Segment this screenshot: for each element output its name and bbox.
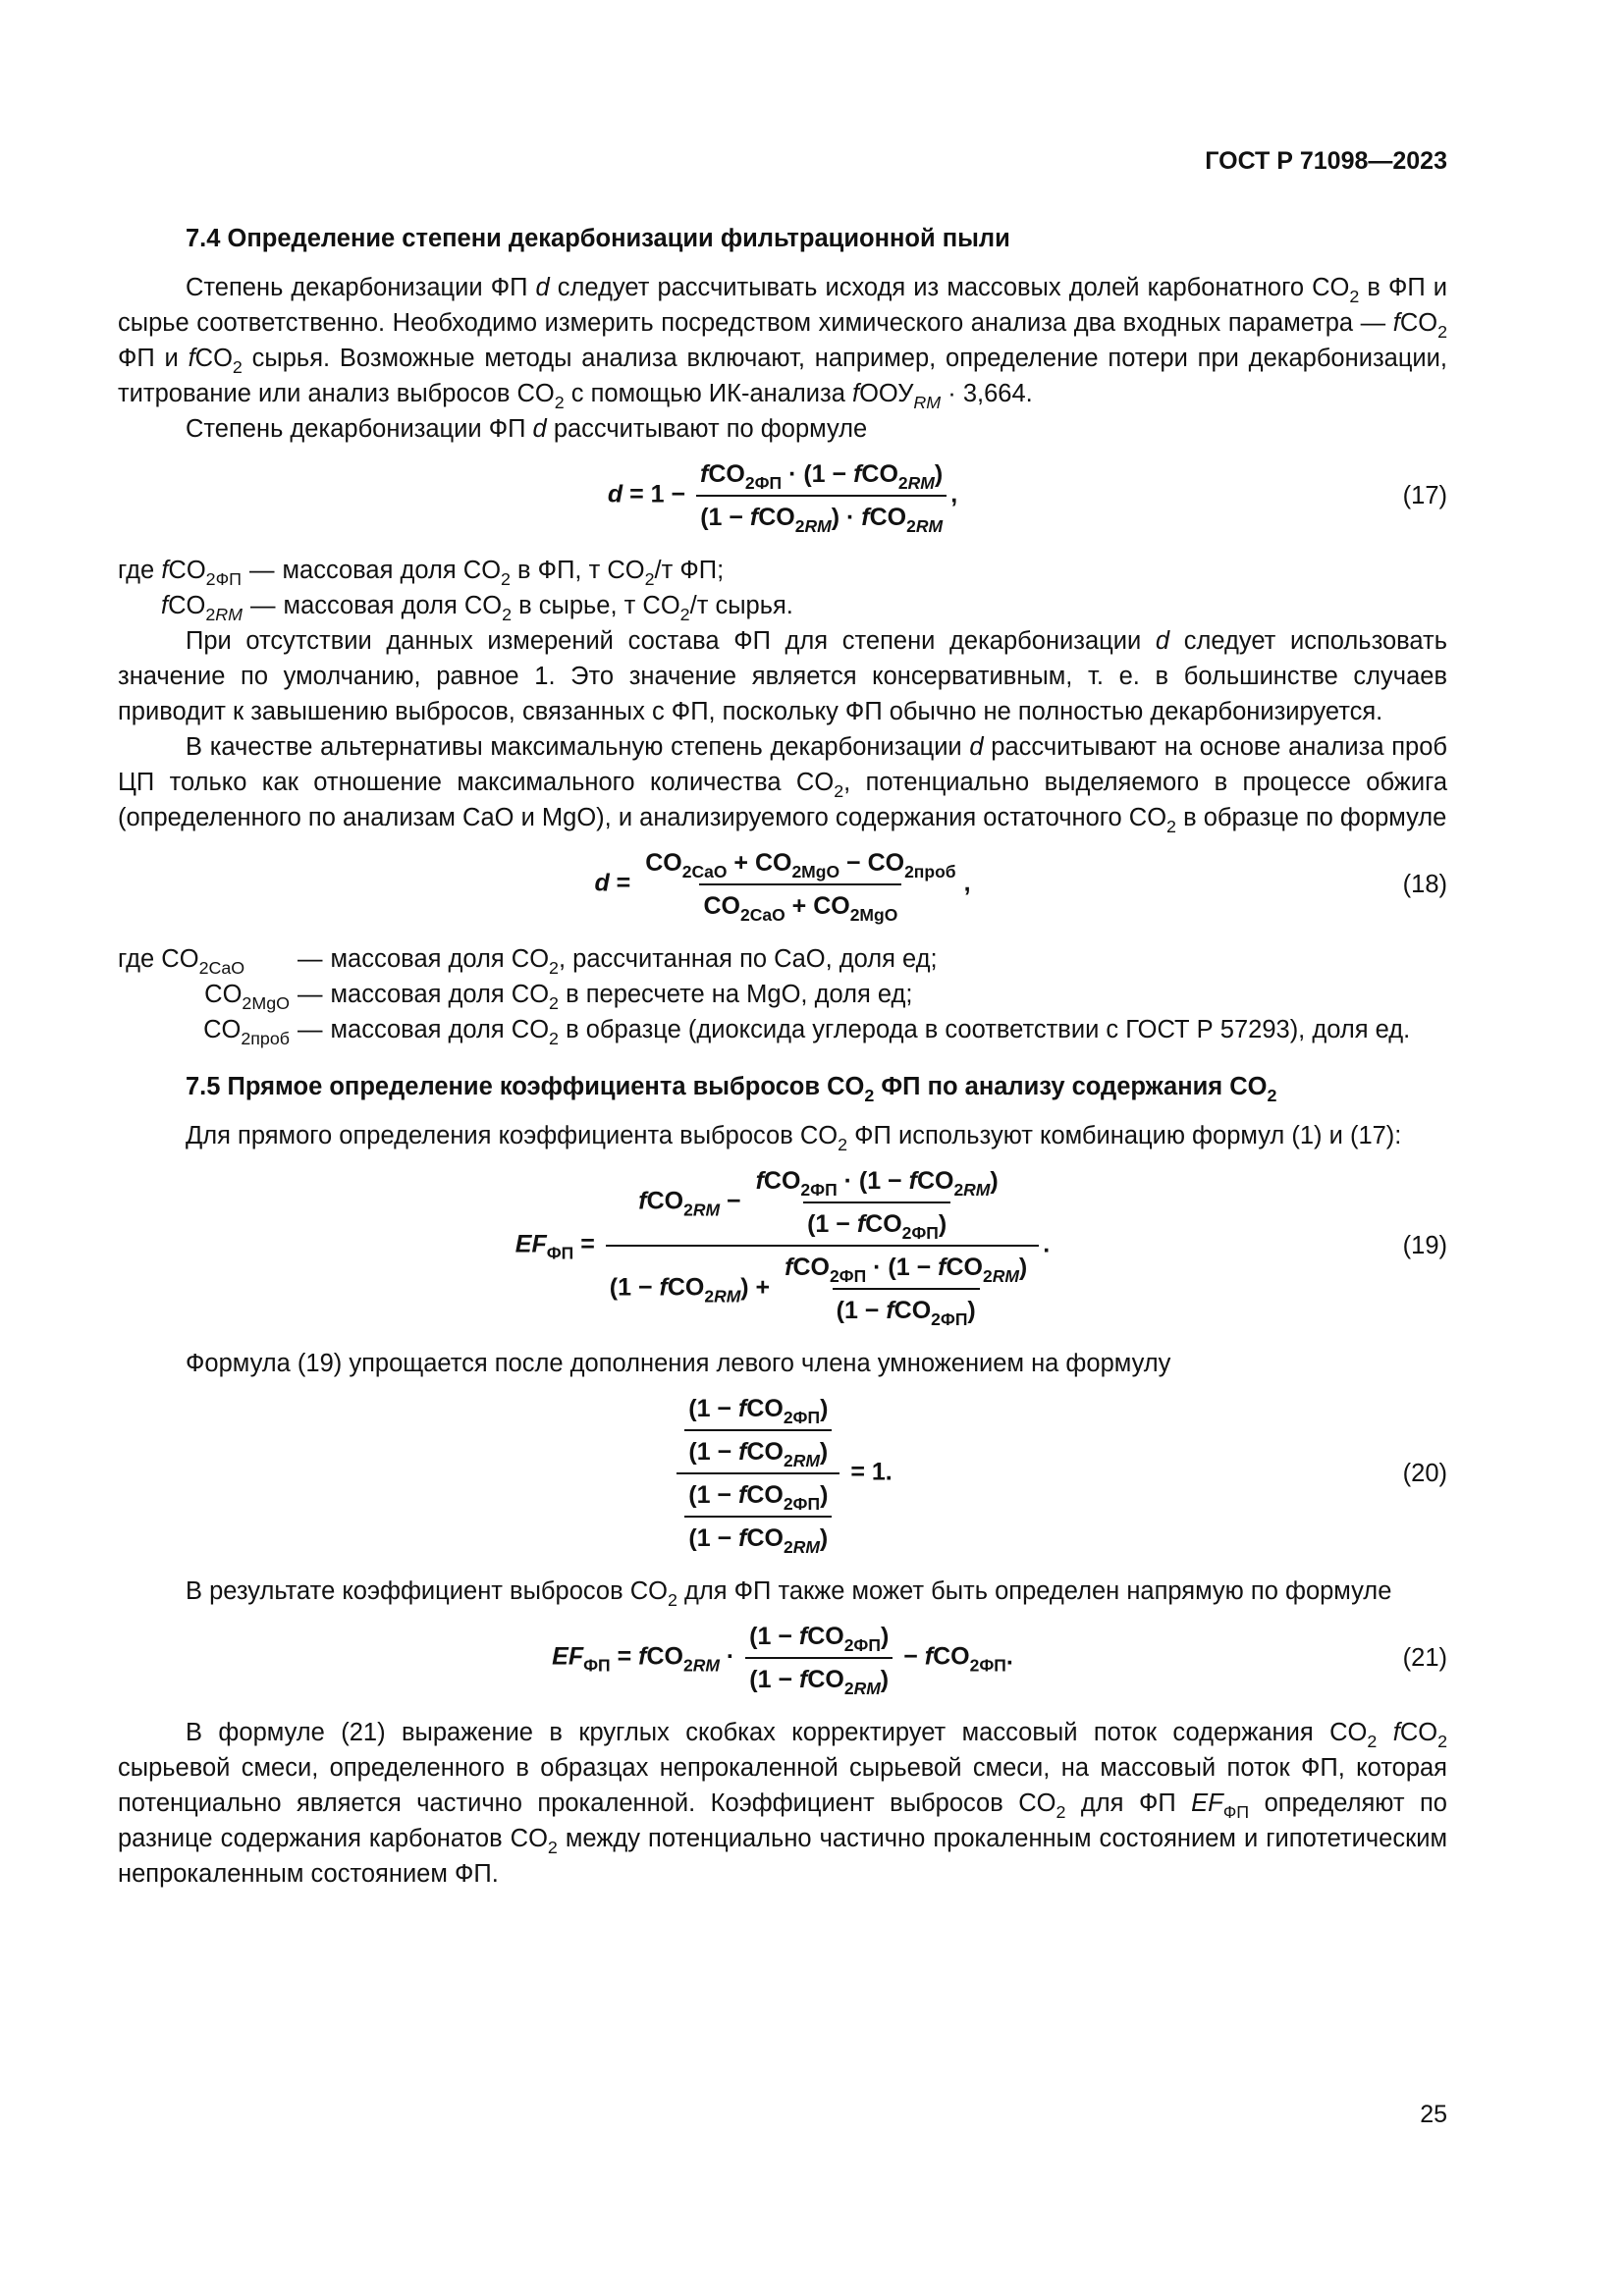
paragraph: Для прямого определения коэффициента выбросов $CO_2$ ФП используют комбинацию формул (1) и (17): xyxy=(186,1122,1402,1155)
where-item: fCO$_{2RM}$ — массовая доля $CO_2$ в сырье, т $CO_2/т$ сырья. xyxy=(161,592,793,625)
formula-17: d = 1 − $\frac{fCO_{2ФП} \cdot (1 - fCO_{2RM})}{(1 - fCO_{2RM}) \cdot fCO_{2RM}}$ , xyxy=(607,460,958,536)
paragraph: В качестве альтернативы максимальную степень декарбонизации d рассчитывают на основе анализа проб ЦП только как отношение максимального количества $CO_2$, потенциально выделяемого в процессе обжига (определенного по анализам CaO и MgO), и анализируемого содержания остаточного $CO_2$ в образце по формуле xyxy=(118,733,1447,837)
document-body xyxy=(118,221,1447,1892)
where-item: где fCO$_{2ФП}$ — массовая доля $CO_2$ в ФП, т $CO_2/т$ ФП; xyxy=(118,557,725,590)
equation-18 xyxy=(118,845,1447,924)
section-heading-7-5: 7.5 Прямое определение коэффициента выбросов $CO_2$ ФП по анализу содержания $CO_2$ xyxy=(186,1073,1277,1106)
page-number: 25 xyxy=(1420,2101,1447,2128)
where-item: где $CO_{2CaO}$ — массовая доля $CO_2$, рассчитанная по CaO, доля ед; xyxy=(118,945,938,979)
paragraph: При отсутствии данных измерений состава ФП для степени декарбонизации d следует использовать значение по умолчанию, равное 1. Это значение является консервативным, т. е. в большинстве случаев приводит к завышению выбросов, связанных с ФП, поскольку ФП обычно не полностью декарбонизируется. xyxy=(118,627,1448,725)
equation-number: (19) xyxy=(1402,1232,1447,1259)
equation-number: (20) xyxy=(1402,1460,1447,1487)
formula-19: $EF_{ФП}$ = fCO$_{2RM}$ − $\frac{fCO_{2ФП} \cdot (1 - fCO_{2RM})}{(1 - fCO_{2ФП})}$ (1 − fCO$_{2RM}$) + $\frac{fCO_{2ФП} \cdot (1 - fCO_{2RM})}{(1 - fCO_{2ФП})}$ . xyxy=(514,1167,1051,1329)
equation-20 xyxy=(118,1391,1447,1556)
document-header: ГОСТ Р 71098—2023 xyxy=(1205,147,1447,175)
equation-21 xyxy=(118,1619,1447,1697)
formula-18: d = $\frac{CO_{2CaO} + CO_{2MgO} - CO_{2проб}}{CO_{2CaO} + CO_{2MgO}}$ , xyxy=(594,849,971,925)
paragraph: Степень декарбонизации ФП d рассчитывают по формуле xyxy=(186,415,868,443)
formula-21: $EF_{ФП} = fCO_{2RM}$ · $\frac{(1 - fCO_{2ФП})}{(1 - fCO_{2RM})}$ − fCO$_{2ФП}$. xyxy=(552,1623,1013,1698)
section-heading-7-4: 7.4 Определение степени декарбонизации фильтрационной пыли xyxy=(186,225,1010,252)
formula-20: $\frac{\frac{(1 - fCO_{2ФП})}{(1 - fCO_{2RM})}}{\frac{(1 - fCO_{2ФП})}{(1 - fCO_{2RM})}}$ = 1. xyxy=(673,1391,893,1556)
equation-number: (21) xyxy=(1402,1644,1447,1672)
paragraph: В формуле (21) выражение в круглых скобках корректирует массовый поток содержания $CO_2$ fCO$_2$ сырьевой смеси, определенного в образцах непрокаленной сырьевой смеси, на массовый поток ФП, которая потенциально является частично прокаленной. Коэффициент выбросов $CO_2$ для ФП $EF_{ФП}$ определяют по разнице содержания карбонатов $CO_2$ между потенциально частично прокаленным состоянием и гипотетическим непрокаленным состоянием ФП. xyxy=(118,1719,1447,1888)
paragraph: Формула (19) упрощается после дополнения левого члена умножением на формулу xyxy=(186,1350,1171,1377)
equation-19 xyxy=(118,1163,1447,1328)
paragraph: В результате коэффициент выбросов $CO_2$ для ФП также может быть определен напрямую по формуле xyxy=(186,1577,1392,1611)
equation-17 xyxy=(118,456,1447,535)
paragraph: Степень декарбонизации ФП d следует рассчитывать исходя из массовых долей карбонатного $CO_2$ в ФП и сырье соответственно. Необходимо измерить посредством химического анализа два входных параметра — fCO$_2$ ФП и fCO$_2$ сырья. Возможные методы анализа включают, например, определение потери при декарбонизации, титрование или анализ выбросов $CO_2$ с помощью ИК-анализа fООУ$_{RM}$ · 3,664. xyxy=(118,274,1448,413)
where-item: $CO_{2MgO}$ — массовая доля $CO_2$ в пересчете на MgO, доля ед; xyxy=(204,981,913,1014)
equation-number: (18) xyxy=(1402,871,1447,898)
equation-number: (17) xyxy=(1402,482,1447,509)
where-item: $CO_{2проб}$ — массовая доля $CO_2$ в образце (диоксида углерода в соответствии с ГОСТ Р 57293), доля ед. xyxy=(203,1016,1411,1049)
